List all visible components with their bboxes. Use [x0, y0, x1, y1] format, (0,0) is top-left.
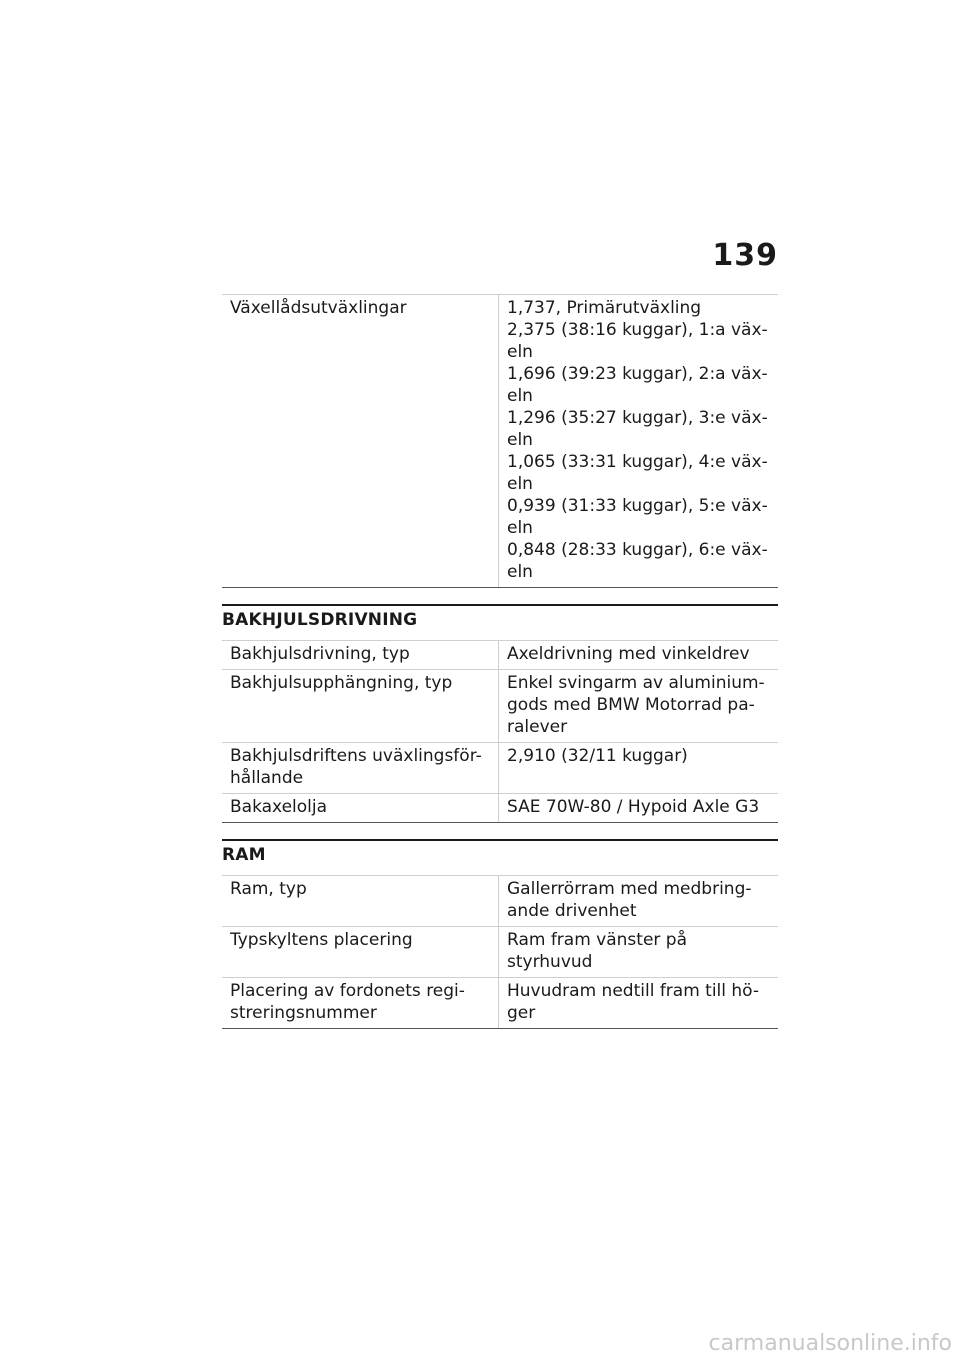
table-row [222, 794, 778, 823]
spec-label: Bakhjulsdriftens uväxlingsför-hållande [222, 743, 499, 794]
spec-value: Gallerrörram med medbring-ande drivenhet [499, 876, 779, 927]
spec-value: Huvudram nedtill fram till hö-ger [499, 978, 779, 1029]
spec-value: SAE 70W-80 / Hypoid Axle G3 [499, 794, 779, 823]
table-row [222, 876, 778, 927]
spec-value: Axeldrivning med vinkeldrev [499, 641, 779, 670]
gear-ratio-line: 0,848 (28:33 kuggar), 6:e väx-eln [507, 540, 768, 582]
spec-value: 2,910 (32/11 kuggar) [499, 743, 779, 794]
gear-ratio-line: 1,296 (35:27 kuggar), 3:e väx-eln [507, 408, 768, 450]
spec-label: Bakaxelolja [222, 794, 499, 823]
table-row [222, 927, 778, 978]
frame-table [222, 875, 778, 1029]
spec-value: Ram fram vänster på styrhuvud [499, 927, 779, 978]
spec-label: Bakhjulsupphängning, typ [222, 670, 499, 743]
gear-ratio-line: 1,696 (39:23 kuggar), 2:a väx-eln [507, 364, 768, 406]
spec-content [222, 294, 778, 1029]
section-title-frame: RAM [222, 839, 778, 865]
table-row [222, 670, 778, 743]
spec-value: Enkel svingarm av aluminium-gods med BMW Motorrad pa-ralever [499, 670, 779, 743]
spec-label: Typskyltens placering [222, 927, 499, 978]
section-title-rear-drive: BAKHJULSDRIVNING [222, 604, 778, 630]
gear-ratio-table [222, 294, 778, 588]
spec-label: Växellådsutväxlingar [222, 295, 499, 588]
table-row [222, 295, 778, 588]
gear-ratio-line: 1,737, Primärutväxling [507, 298, 702, 318]
watermark: carmanualsonline.info [708, 1331, 952, 1356]
spec-label: Ram, typ [222, 876, 499, 927]
rear-drive-table [222, 640, 778, 823]
spec-label: Bakhjulsdrivning, typ [222, 641, 499, 670]
spec-label: Placering av fordonets regi-streringsnummer [222, 978, 499, 1029]
table-row [222, 743, 778, 794]
gear-ratio-line: 2,375 (38:16 kuggar), 1:a väx-eln [507, 320, 768, 362]
gear-ratio-line: 1,065 (33:31 kuggar), 4:e väx-eln [507, 452, 768, 494]
table-row [222, 641, 778, 670]
gear-ratio-line: 0,939 (31:33 kuggar), 5:e väx-eln [507, 496, 768, 538]
spec-value [499, 295, 779, 588]
page-number: 139 [712, 238, 778, 273]
table-row [222, 978, 778, 1029]
